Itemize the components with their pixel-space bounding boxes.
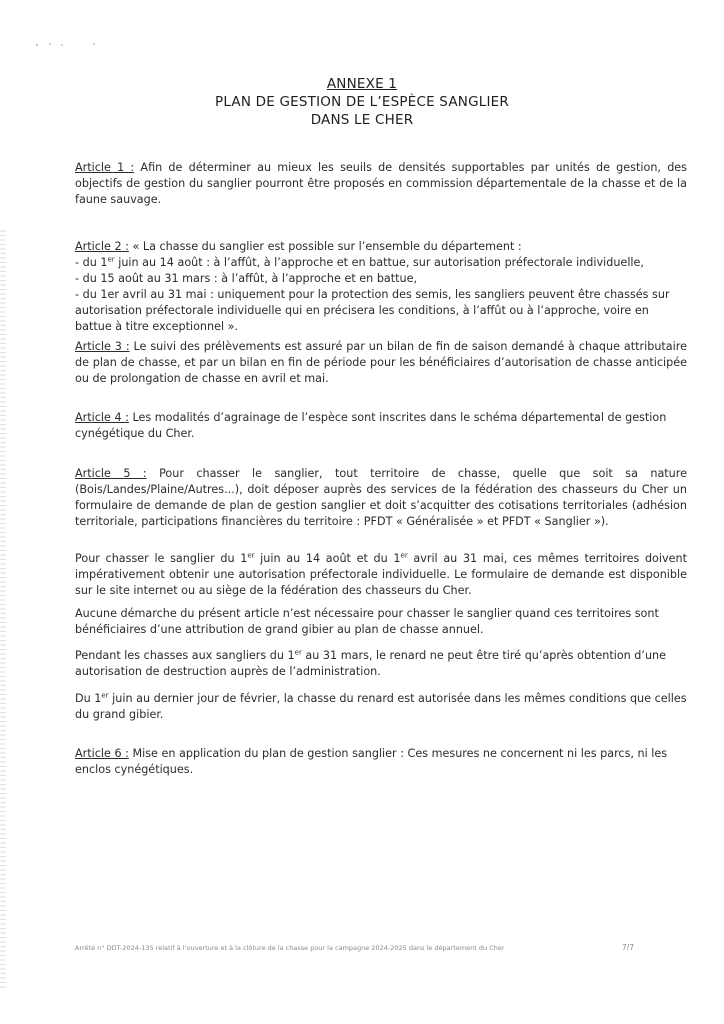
document-title-line-2: DANS LE CHER — [310, 112, 414, 128]
article-6 — [75, 746, 687, 778]
article-1-label: Article 1 : — [75, 161, 135, 174]
scan-edge-artifact — [0, 230, 6, 990]
page-number: 7/7 — [622, 943, 635, 952]
article-5-p2-sup-2: er — [400, 551, 408, 560]
article-5-paragraph-5 — [75, 691, 687, 723]
annexe-title: ANNEXE 1 — [326, 76, 398, 92]
article-5-p3: Aucune démarche du présent article n’est nécessaire pour chasser le sanglier quand ces territoires sont bénéficiaires d’une attribution de grand gibier au plan de chasse annuel. — [75, 607, 659, 636]
footer-reference: Arrêté n° DDT-2024-135 relatif à l’ouverture et à la clôture de la chasse pour la campagne 2024-2025 dans le département du Cher — [75, 944, 505, 952]
article-4 — [75, 410, 687, 442]
article-5-p4-b: au 31 mars, le renard ne peut être tiré qu’après obtention d’une autorisation de destruction auprès de l’administration. — [75, 649, 667, 678]
article-1-text: Afin de déterminer au mieux les seuils de densités supportables par unités de gestion, des objectifs de gestion du sanglier pourront être proposés en commission départementale de la chasse et de la faune sauvage. — [75, 161, 688, 206]
article-6-text: Mise en application du plan de gestion sanglier : Ces mesures ne concernent ni les parcs, ni les enclos cynégétiques. — [75, 747, 668, 776]
article-3 — [75, 339, 687, 387]
article-5-label: Article 5 : — [75, 467, 147, 480]
article-3-text: Le suivi des prélèvements est assuré par un bilan de fin de saison demandé à chaque attributaire de plan de chasse, et par un bilan en fin de période pour les bénéficiaires d’autorisation de chasse anticipée ou de prolongation de chasse en avril et mai. — [75, 340, 687, 385]
article-6-label: Article 6 : — [75, 747, 129, 760]
article-2-intro: « La chasse du sanglier est possible sur l’ensemble du département : — [128, 240, 522, 253]
article-5-p2-a: Pour chasser le sanglier du 1 — [75, 552, 248, 565]
article-5-p5-sup: er — [101, 691, 109, 700]
article-2-item-3: - du 1er avril au 31 mai : uniquement pour la protection des semis, les sangliers peuvent être chassés sur autorisation préfectorale individuelle qui en précisera les conditions, à l’affût ou à l’approche, voire en battue à titre exceptionnel ». — [75, 288, 670, 333]
document-title-line-1: PLAN DE GESTION DE L’ESPÈCE SANGLIER — [215, 94, 509, 110]
article-2-item-1 — [75, 255, 687, 271]
article-2-item-1-b: juin au 14 août : à l’affût, à l’approche et en battue, sur autorisation préfectorale individuelle, — [114, 256, 644, 269]
article-5-p5-a: Du 1 — [75, 692, 102, 705]
article-5-p2-sup-1: er — [247, 551, 255, 560]
article-5-p5-b: juin au dernier jour de février, la chasse du renard est autorisée dans les mêmes conditions que celles du grand gibier. — [75, 692, 687, 721]
article-5-paragraph-3 — [75, 606, 687, 638]
article-5-p2-c: avril au 31 mai, ces mêmes territoires doivent impérativement obtenir une autorisation préfectorale individuelle. Le formulaire de demande est disponible sur le site internet ou au siège de la fédération des chasseurs du Cher. — [75, 552, 687, 597]
article-5-p2-b: juin au 14 août et du 1 — [254, 552, 401, 565]
article-2-item-1-a: - du 1 — [75, 256, 108, 269]
article-2-item-2: - du 15 août au 31 mars : à l’affût, à l’approche et en battue, — [75, 272, 418, 285]
article-5-paragraph-4 — [75, 648, 687, 680]
article-5-p4-sup: er — [294, 648, 302, 657]
document-header — [0, 75, 724, 129]
article-3-label: Article 3 : — [75, 340, 130, 353]
article-4-text: Les modalités d’agrainage de l’espèce sont inscrites dans le schéma départemental de gestion cynégétique du Cher. — [75, 411, 667, 440]
article-2-item-1-sup: er — [107, 255, 115, 264]
article-4-label: Article 4 : — [75, 411, 129, 424]
article-2 — [75, 239, 687, 335]
article-5-text: Pour chasser le sanglier, tout territoire de chasse, quelle que soit sa nature (Bois/Landes/Plaine/Autres...), doit déposer auprès des services de la fédération des chasseurs du Cher un formulaire de demande de plan de gestion sanglier et doit s’acquitter des cotisations territoriales (adhésion territoriale, participations financières du territoire : PFDT « Généralisée » et PFDT « Sanglier »). — [75, 467, 688, 528]
article-5 — [75, 466, 687, 530]
article-5-p4-a: Pendant les chasses aux sangliers du 1 — [75, 649, 295, 662]
article-2-label: Article 2 : — [75, 240, 129, 253]
scan-specks-artifact — [32, 42, 102, 48]
article-5-paragraph-2 — [75, 551, 687, 599]
article-1 — [75, 160, 687, 208]
